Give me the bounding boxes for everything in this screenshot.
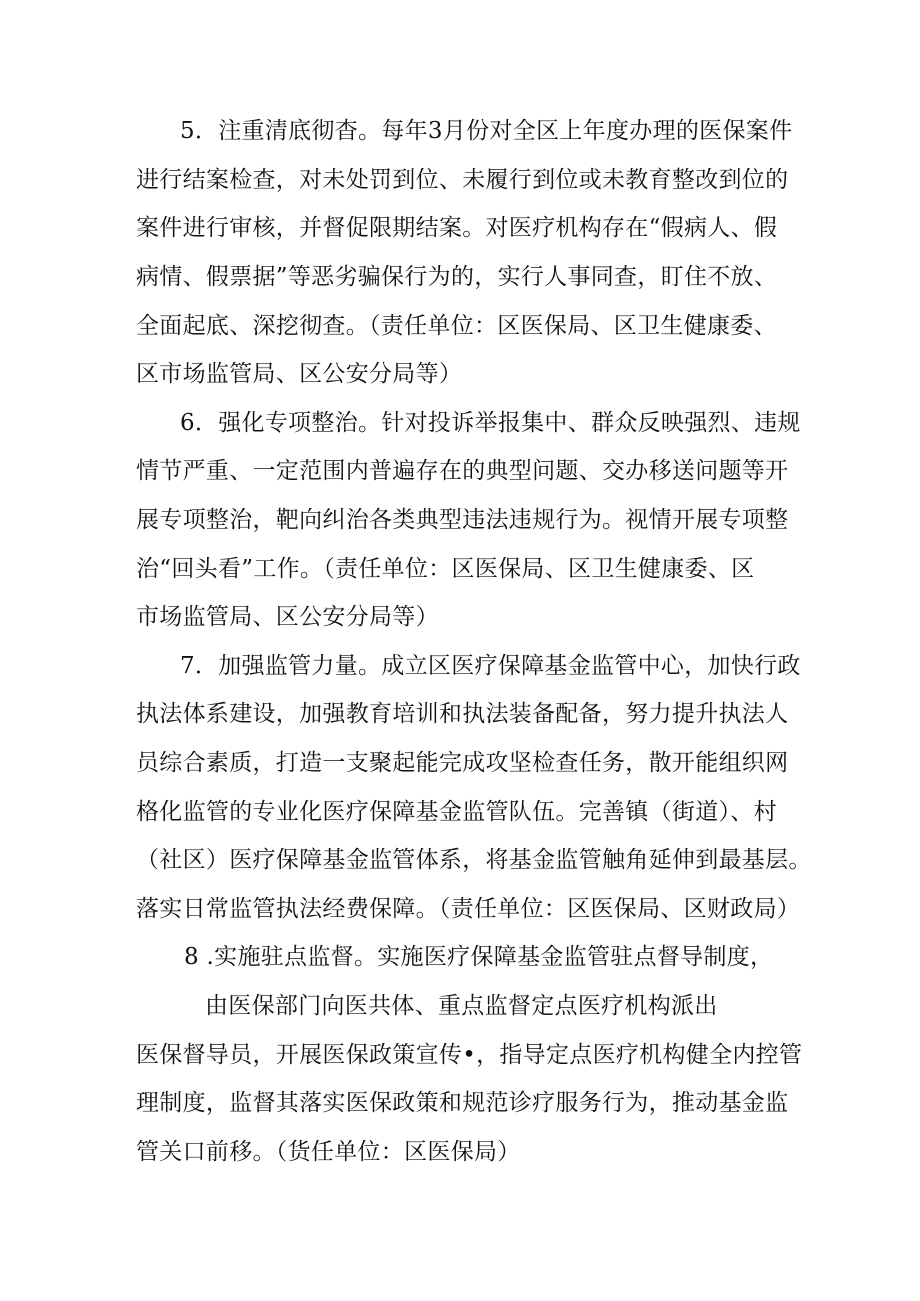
text-line: 员综合素质，打造一支聚起能完成攻坚检查任务，散开能组织网 xyxy=(136,750,789,776)
text-line: 治“回头看”工作。（责任单位：区医保局、区卫生健康委、区 xyxy=(136,556,755,582)
text-line: 执法体系建设，加强教育培训和执法装备配备，努力提升执法人 xyxy=(136,701,789,727)
text-line: 5．注重清底彻杳。每年3月份对全区上年度办理的医保案件 xyxy=(180,118,793,144)
text-line: 区市场监管局、区公安分局等） xyxy=(136,361,463,387)
text-line: 管关口前移。（货任单位：区医保局） xyxy=(136,1139,521,1165)
text-line: 8 .实施驻点监督。实施医疗保障基金监管驻点督导制度， xyxy=(184,944,774,970)
text-line: 由医保部门向医共体、重点监督定点医疗机构派出 xyxy=(205,993,718,1019)
text-line: 格化监管的专业化医疗保障基金监管队伍。完善镇（街道）、村 xyxy=(136,799,777,825)
text-line: 市场监管局、区公安分局等） xyxy=(136,604,439,630)
text-line: 医保督导员，开展医保政策宣传•，指导定点医疗机构健全内控管 xyxy=(136,1042,803,1068)
text-line: （社区）医疗保障基金监管体系，将基金监管触角延伸到最基层。 xyxy=(136,847,812,873)
text-line: 情节严重、一定范围内普遍存在的典型问题、交办移送问题等开 xyxy=(136,458,789,484)
text-line: 7．加强监管力量。成立区医疗保障基金监管中心，加快行政 xyxy=(180,653,801,679)
text-line: 理制度，监督其落实医保政策和规范诊疗服务行为，推动基金监 xyxy=(136,1090,789,1116)
text-line: 落实日常监管执法经费保障。（责任单位：区医保局、区财政局） xyxy=(136,896,801,922)
text-line: 展专项整治，靶向纠治各类典型违法违规行为。视情开展专项整 xyxy=(136,507,789,533)
text-line: 6．强化专项整治。针对投诉举报集中、群众反映强烈、违规 xyxy=(180,410,801,436)
text-line: 病情、假票据”等恶劣骗保行为的，实行人事同查，盯住不放、 xyxy=(136,264,778,290)
text-line: 案件进行审核，并督促限期结案。对医疗机构存在“假病人、假 xyxy=(136,215,778,241)
text-line: 全面起底、深挖彻查。（责任单位：区医保局、区卫生健康委、 xyxy=(136,313,777,339)
text-line: 进行结案检查，对未处罚到位、未履行到位或未教育整改到位的 xyxy=(136,167,789,193)
